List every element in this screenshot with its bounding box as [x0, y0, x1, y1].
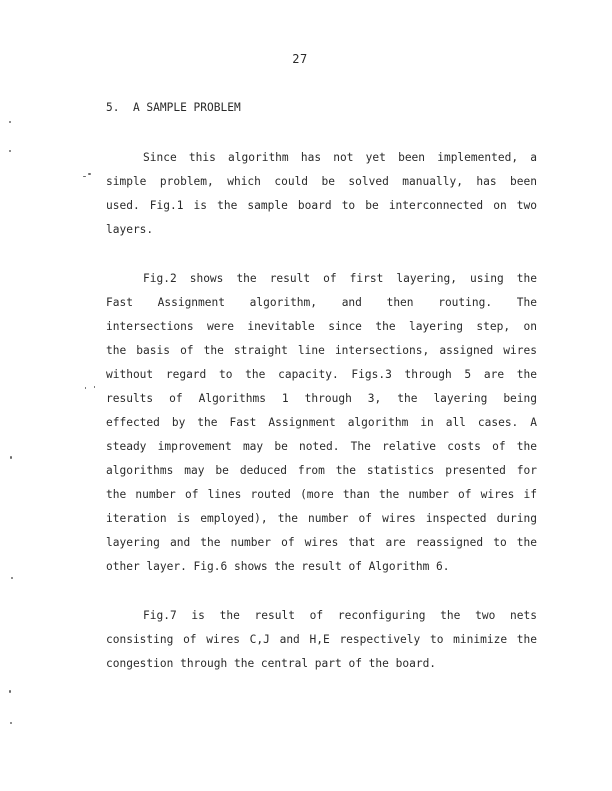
paragraph-2-line-4: the basis of the straight line intersections, assigned wires — [106, 344, 537, 357]
paragraph-2-line-9: algorithms may be deduced from the statistics presented for — [106, 464, 537, 477]
scan-speck — [11, 577, 13, 579]
paragraph-2-line-3: intersections were inevitable since the layering step, on — [106, 320, 537, 333]
paragraph-3-line-1: Fig.7 is the result of reconfiguring the two nets — [143, 609, 537, 622]
scan-speck — [83, 176, 86, 177]
scan-speck — [88, 173, 91, 175]
scan-speck — [94, 386, 95, 388]
scan-speck — [85, 387, 86, 389]
paragraph-2-line-6: results of Algorithms 1 through 3, the layering being — [106, 392, 537, 405]
scan-speck — [10, 456, 12, 459]
page-number: 27 — [292, 52, 308, 66]
scan-speck — [9, 121, 11, 123]
paragraph-2-line-11: iteration is employed), the number of wires inspected during — [106, 512, 537, 525]
paragraph-2-line-13: other layer. Fig.6 shows the result of Algorithm 6. — [106, 560, 450, 573]
paragraph-1-line-4: layers. — [106, 223, 154, 236]
paragraph-2-line-5: without regard to the capacity. Figs.3 through 5 are the — [106, 368, 537, 381]
scan-speck — [9, 150, 11, 152]
paragraph-1-line-2: simple problem, which could be solved manually, has been — [106, 175, 537, 188]
paragraph-2-line-7: effected by the Fast Assignment algorithm in all cases. A — [106, 416, 537, 429]
paragraph-1-line-3: used. Fig.1 is the sample board to be interconnected on two — [106, 199, 537, 212]
scan-speck — [10, 722, 12, 724]
section-heading: 5. A SAMPLE PROBLEM — [106, 101, 241, 114]
paragraph-2-line-12: layering and the number of wires that are reassigned to the — [106, 536, 537, 549]
paragraph-2-line-2: Fast Assignment algorithm, and then routing. The — [106, 296, 537, 309]
paragraph-3-line-2: consisting of wires C,J and H,E respectively to minimize the — [106, 633, 537, 646]
paragraph-2-line-8: steady improvement may be noted. The relative costs of the — [106, 440, 537, 453]
paragraph-2-line-1: Fig.2 shows the result of first layering, using the — [143, 272, 537, 285]
paragraph-2-line-10: the number of lines routed (more than the number of wires if — [106, 488, 537, 501]
scan-speck — [9, 690, 11, 693]
paragraph-1-line-1: Since this algorithm has not yet been implemented, a — [143, 151, 537, 164]
paragraph-3-line-3: congestion through the central part of the board. — [106, 657, 437, 670]
